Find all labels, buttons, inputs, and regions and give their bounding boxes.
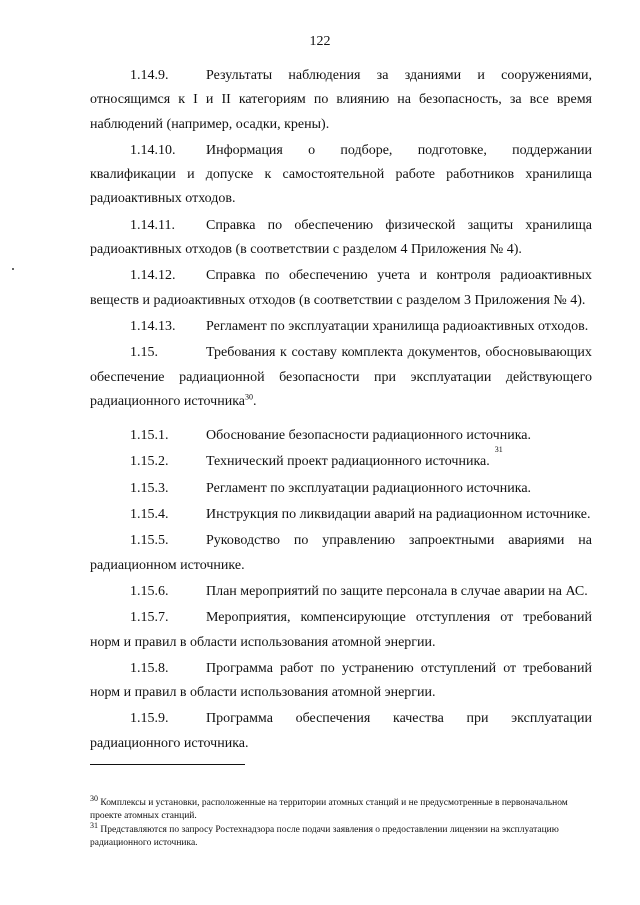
word: по xyxy=(267,217,283,233)
clause-item xyxy=(90,264,592,313)
clause-number: 1.14.9. xyxy=(130,68,169,83)
footnote-ref: 30 xyxy=(245,392,254,402)
word: Мероприятия, xyxy=(206,610,291,626)
word: устранению xyxy=(341,660,414,676)
word: отступлений xyxy=(420,660,497,676)
clause-continuation: относящимся к I и II категориям по влиянию на безопасность, за все время xyxy=(90,92,592,108)
word: Информация xyxy=(206,142,283,158)
clause-number: 1.15.2. xyxy=(130,454,169,470)
footnote-text: Представляются по запросу Ростехнадзора после подачи заявления о предоставлении лицензии на эксплуатацию радиационного источника. xyxy=(90,825,559,848)
word: Справка xyxy=(206,217,256,233)
clause-continuation: радиационном источнике. xyxy=(90,557,245,573)
clause-item xyxy=(90,139,592,212)
clause-number: 1.15.8. xyxy=(130,660,169,676)
footnote xyxy=(90,793,590,822)
punctuation: . xyxy=(253,393,257,409)
word: работ xyxy=(279,660,314,676)
word: Программа xyxy=(206,660,273,676)
clause-first-line xyxy=(206,264,592,288)
word: обеспечению xyxy=(294,217,374,233)
clause-first-line xyxy=(206,657,592,681)
clause-text: Регламент по эксплуатации радиационного источника. xyxy=(206,480,532,496)
footnote-ref: 31 xyxy=(494,445,503,455)
word: при xyxy=(466,711,489,727)
clause-text: радиационного источника xyxy=(90,393,246,409)
clause-first-line xyxy=(206,707,592,731)
clause-first-line xyxy=(206,64,592,88)
clause-item xyxy=(90,580,592,604)
word: хранилища xyxy=(525,217,592,233)
word: учета xyxy=(377,268,411,284)
clause-number: 1.15.5. xyxy=(130,533,169,549)
word: на xyxy=(578,533,592,549)
clause-text: радиоактивных отходов. xyxy=(90,191,236,207)
clause-first-line xyxy=(206,139,592,163)
word: составу xyxy=(291,345,337,361)
clause-item xyxy=(90,341,592,414)
word: по xyxy=(264,268,280,284)
clause-item xyxy=(90,606,592,655)
word: компенсирующие xyxy=(300,610,406,626)
clause-text: Технический проект радиационного источника. xyxy=(206,454,490,470)
word: Руководство xyxy=(206,533,280,549)
scan-artifact xyxy=(12,268,14,270)
clause-continuation: квалификации и допуске к самостоятельной работе работников хранилища xyxy=(90,167,592,183)
clause-continuation: норм и правил в области использования атомной энергии. xyxy=(90,634,436,650)
word: отступления xyxy=(415,610,491,626)
clause-continuation: веществ и радиоактивных отходов (в соответствии с разделом 3 Приложения № 4). xyxy=(90,292,586,308)
clause-item xyxy=(90,707,592,756)
word: от xyxy=(503,660,517,676)
clause-number: 1.15.6. xyxy=(130,583,169,599)
word: подготовке, xyxy=(417,142,487,158)
clause-item xyxy=(90,445,592,474)
footnote-separator xyxy=(90,764,245,765)
clause-first-line xyxy=(206,341,592,365)
word: качества xyxy=(393,711,444,727)
footnotes xyxy=(90,793,590,851)
clause-number: 1.14.12. xyxy=(130,268,176,284)
document-body xyxy=(90,64,592,758)
footnote-mark: 31 xyxy=(90,820,98,830)
clause-continuation xyxy=(90,187,592,211)
word: за xyxy=(376,68,389,83)
word: от xyxy=(500,610,514,626)
clause-continuation: норм и правил в области использования атомной энергии. xyxy=(90,685,436,701)
clause-first-line xyxy=(206,529,592,553)
word: контроля xyxy=(436,268,491,284)
word: поддержании xyxy=(512,142,592,158)
footnote xyxy=(90,820,590,849)
clause-number: 1.15.3. xyxy=(130,480,169,496)
clause-continuation: обеспечение радиационной безопасности при эксплуатации действующего xyxy=(90,369,592,385)
word: Программа xyxy=(206,711,273,727)
word: авариями xyxy=(508,533,565,549)
clause-text: наблюдений (например, осадки, крены). xyxy=(90,116,330,132)
clause-number: 1.15.7. xyxy=(130,610,169,626)
word: Требования xyxy=(206,345,276,361)
clause-number: 1.14.13. xyxy=(130,318,176,334)
clause-continuation xyxy=(90,113,592,137)
clause-number: 1.15.1. xyxy=(130,428,169,444)
word: по xyxy=(293,533,309,549)
word: и xyxy=(477,68,485,83)
word: и xyxy=(419,268,428,284)
clause-continuation xyxy=(90,390,592,414)
clause-item xyxy=(90,657,592,706)
word: требований xyxy=(523,660,592,676)
word: Результаты xyxy=(206,68,273,83)
page-number: 122 xyxy=(309,34,331,49)
clause-number: 1.15.4. xyxy=(130,507,169,523)
clause-item xyxy=(90,315,592,339)
word: управлению xyxy=(322,533,396,549)
clause-number: 1.14.11. xyxy=(130,217,175,233)
word: радиоактивных xyxy=(500,268,592,284)
word: по xyxy=(320,660,335,676)
clause-continuation: радиационного источника. xyxy=(90,735,249,751)
word: запроектными xyxy=(408,533,495,549)
word: эксплуатации xyxy=(511,711,592,727)
clause-item xyxy=(90,424,592,448)
word: обеспечению xyxy=(288,268,368,284)
word: наблюдения xyxy=(288,68,361,83)
clause-text: Регламент по эксплуатации хранилища радиоактивных отходов. xyxy=(206,318,589,334)
word: обеспечения xyxy=(295,711,371,727)
clause-first-line xyxy=(206,214,592,238)
word: комплекта xyxy=(341,345,403,361)
word: обосновывающих xyxy=(485,345,592,361)
clause-item xyxy=(90,529,592,578)
word: сооружениями, xyxy=(501,68,592,83)
clause-text: Инструкция по ликвидации аварий на радиационном источнике. xyxy=(206,507,591,523)
clause-text: План мероприятий по защите персонала в случае аварии на АС. xyxy=(206,583,588,599)
word: о xyxy=(308,142,316,158)
clause-continuation: радиоактивных отходов (в соответствии с разделом 4 Приложения № 4). xyxy=(90,242,522,258)
word: требований xyxy=(523,610,592,626)
footnote-mark: 30 xyxy=(90,793,98,803)
clause-item xyxy=(90,64,592,137)
word: физической xyxy=(385,217,456,233)
word: документов, xyxy=(407,345,481,361)
word: к xyxy=(280,345,287,361)
clause-number: 1.15.9. xyxy=(130,711,169,727)
word: подборе, xyxy=(340,142,393,158)
clause-text: Обоснование безопасности радиационного источника. xyxy=(206,428,531,444)
clause-number: 1.14.10. xyxy=(130,142,176,158)
word: Справка xyxy=(206,268,256,284)
clause-item xyxy=(90,214,592,263)
word: защиты xyxy=(467,217,514,233)
clause-item xyxy=(90,477,592,501)
clause-item xyxy=(90,503,592,527)
clause-number: 1.15. xyxy=(130,345,158,361)
word: зданиями xyxy=(404,68,462,83)
clause-first-line xyxy=(206,606,592,630)
footnote-text: Комплексы и установки, расположенные на территории атомных станций и не предусмотренные в первоначальном проекте атомных станций. xyxy=(90,798,568,821)
